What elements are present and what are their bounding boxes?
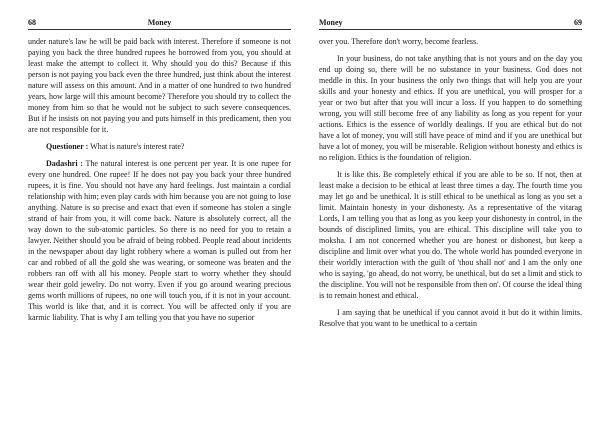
running-title: Money: [147, 18, 172, 27]
paragraph: It is like this. Be completely ethical if you are able to be so. If not, then at least make a decision to be ethical at least three times a day. The fourth time you may let go and be unethical. It is still ethical to be unethical as long as you set a limit. Maintain honesty in your dishonesty. As a representative of the vitarag Lords, I am telling you that as long as you keep your dishonesty in control, in the bounds of disciplined limits, you are ethical. This discipline will take you to moksha. I am not concerned whether you are honest or dishonest, but keep a discipline and limit over what you do. The whole world has pounded everyone in their worldly interaction with the guilt of 'thou shall not' and I am the only one who is saying, 'go ahead, do not worry, be unethical, but do set a limit and stick to the discipline. You will not be responsible from then on'. Of course the ideal thing is to remain honest and ethical.: [319, 170, 582, 300]
page-number: 68: [28, 18, 36, 27]
paragraph: I am saying that be unethical if you cannot avoid it but do it within limits. Resolve that you want to be unethical to a certain: [319, 308, 582, 328]
left-page-body: [28, 36, 291, 323]
header-rule: [28, 29, 291, 30]
running-title: Money: [319, 18, 343, 27]
speaker-label: Dadashri :: [46, 159, 83, 168]
question-text: What is nature's interest rate?: [90, 142, 185, 151]
left-page-header: [28, 18, 291, 32]
right-page-body: [319, 36, 582, 329]
paragraph: In your business, do not take anything that is not yours and on the day you end up doing so, there will be no substance in your business. God does not meddle in this. In your business the only two things that will help you are your skills and your honesty and ethics. If you are unethical, you will prosper for a year or two but after that you will incur a loss. If you happen to do something wrong, you will still become free of any liability as long as you repent for your actions. Ethics is the essence of worldly dealings. If you are ethical but do not have a lot of money, you will still have peace of mind and if you are unethical but have a lot of money, you will be miserable. Religion without honesty and ethics is no religion. Ethics is the foundation of religion.: [319, 54, 582, 162]
answer-paragraph: [28, 158, 291, 323]
answer-text: The natural interest is one percent per year. It is one rupee for every one hundred. One rupee! If he does not pay you back your three hundred rupees, it is fine. You should not have any hard feelings. Just maintain a cordial relationship with him; even play cards with him because you are not going to lose anything. Nature is so precise and exact that even if someone has stolen a single strand of hair from you, it will come back. Nature is absolutely correct, all the way down to the sub-atomic particles. So there is no need for you to retain a lawyer. Neither should you be afraid of being robbed. People read about incidents in the newspaper about day light robbery where a woman is pulled out from her car and robbed of all the gold she was wearing, or someone was beaten and the robbers ran off with all his money. People start to worry whether they should wear their gold jewelry. Do not worry. Even if you go around wearing precious gems worth millions of rupees, no one will touch you, if it is not in your account. This world is like that, and it is correct. You will be affected only if you are karmic liability. That is why I am telling you that you have no superior: [28, 159, 291, 322]
right-page-header: [319, 18, 582, 32]
paragraph: over you. Therefore don't worry, become fearless.: [319, 37, 479, 46]
speaker-label: Questioner :: [46, 142, 89, 151]
header-rule: [319, 29, 582, 30]
paragraph: under nature's law he will be paid back with interest. Therefore if someone is not paying you back the three hundred rupees he borrowed from you, you should at least make the attempt to collect it. Why should you do this? Because if this person is not paying you back even the three hundred, just think about the interest nature will assess on this amount. And in a matter of one hundred to two hundred years, how large will this amount become? Therefore you should try to collect the money from him so that he would not be subject to such severe consequences. But if he insists on not paying you and puts himself in this predicament, then you are not responsible for it.: [28, 37, 291, 134]
left-page: [28, 0, 291, 446]
question-paragraph: [28, 141, 291, 152]
right-page: [319, 0, 582, 446]
page-number: 69: [574, 18, 582, 27]
